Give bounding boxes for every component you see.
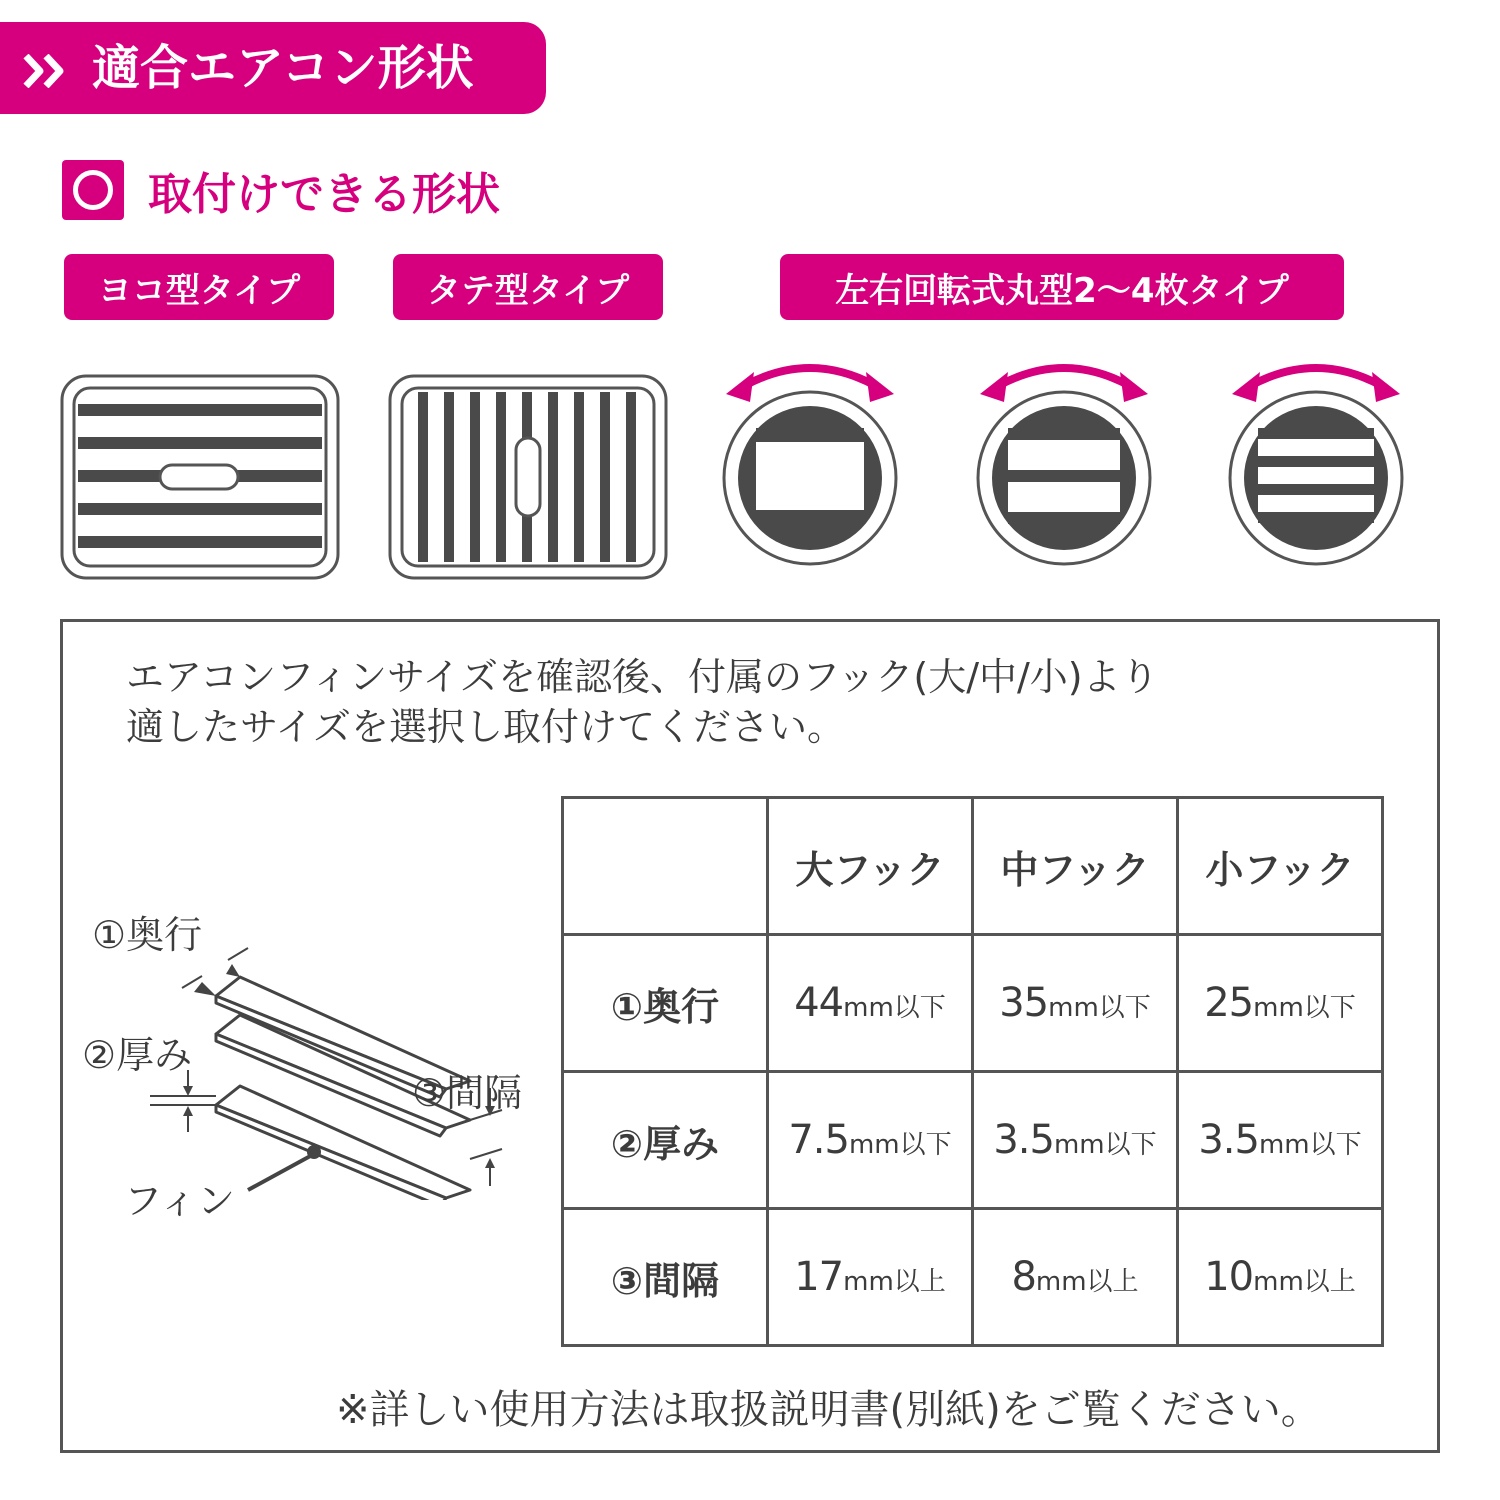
table-corner-cell xyxy=(563,798,768,935)
round-louver-4-icon xyxy=(1226,350,1406,570)
col-small-hook: 小フック xyxy=(1178,798,1383,935)
compatible-label: 取付けできる形状 xyxy=(148,169,500,220)
col-large-hook: 大フック xyxy=(768,798,973,935)
info-text xyxy=(126,652,1159,752)
col-medium-hook: 中フック xyxy=(973,798,1178,935)
double-chevron-right-icon xyxy=(22,54,68,88)
depth-label: ①奥行 xyxy=(92,913,203,957)
table-row xyxy=(563,1072,1383,1209)
row-label-thickness: ②厚み xyxy=(563,1072,768,1209)
type-tag-vertical: タテ型タイプ xyxy=(393,254,663,320)
section-title: 適合エアコン形状 xyxy=(92,40,474,96)
table-cell: 8mm以上 xyxy=(973,1209,1178,1346)
round-louver-3-icon xyxy=(974,350,1154,570)
table-cell: 25mm以下 xyxy=(1178,935,1383,1072)
type-tag-horizontal: ヨコ型タイプ xyxy=(64,254,334,320)
footnote: ※詳しい使用方法は取扱説明書(別紙)をご覧ください。 xyxy=(336,1387,1321,1433)
round-louver-2-icon xyxy=(720,350,900,570)
table-cell: 35mm以下 xyxy=(973,935,1178,1072)
circle-ok-icon xyxy=(62,160,124,220)
table-cell: 44mm以下 xyxy=(768,935,973,1072)
vertical-louver-icon xyxy=(388,374,668,580)
horizontal-louver-icon xyxy=(60,374,340,580)
table-header-row xyxy=(563,798,1383,935)
spacing-label: ③間隔 xyxy=(412,1071,523,1115)
row-label-depth: ①奥行 xyxy=(563,935,768,1072)
table-cell: 10mm以上 xyxy=(1178,1209,1383,1346)
table-row xyxy=(563,1209,1383,1346)
table-cell: 17mm以上 xyxy=(768,1209,973,1346)
thickness-label: ②厚み xyxy=(82,1033,193,1077)
table-row xyxy=(563,935,1383,1072)
info-line-2: 適したサイズを選択し取付けてください。 xyxy=(126,705,845,749)
hook-size-table xyxy=(561,796,1384,1347)
fin-label: フィン xyxy=(124,1179,235,1223)
table-cell: 3.5mm以下 xyxy=(1178,1072,1383,1209)
section-header xyxy=(0,22,546,114)
info-line-1: エアコンフィンサイズを確認後、付属のフック(大/中/小)より xyxy=(126,655,1159,699)
table-cell: 3.5mm以下 xyxy=(973,1072,1178,1209)
row-label-spacing: ③間隔 xyxy=(563,1209,768,1346)
type-tag-round: 左右回転式丸型2〜4枚タイプ xyxy=(780,254,1344,320)
compatible-heading xyxy=(62,160,500,220)
table-cell: 7.5mm以下 xyxy=(768,1072,973,1209)
